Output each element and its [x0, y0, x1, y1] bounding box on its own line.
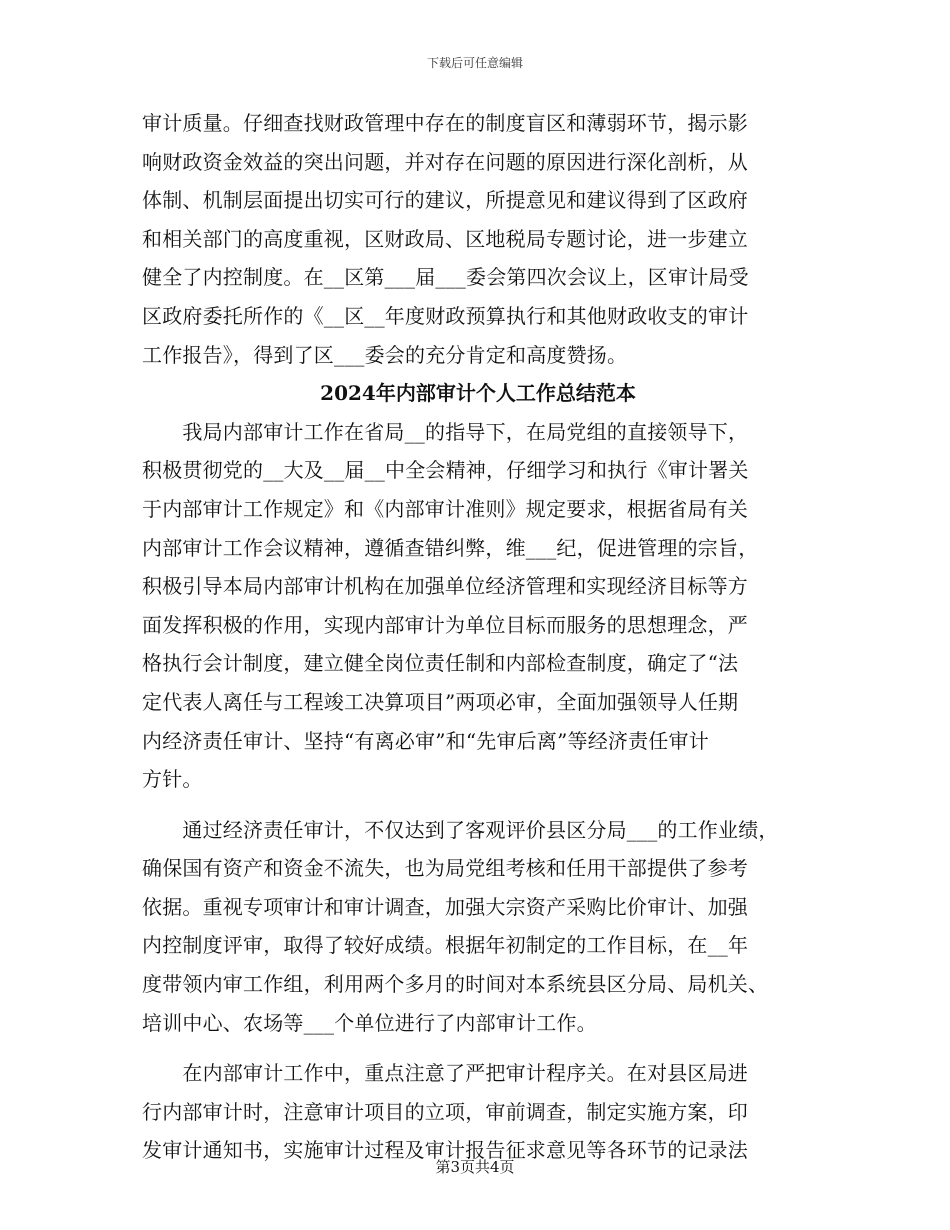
text-line: 响财政资金效益的突出问题，并对存在问题的原因进行深化剖析，从 — [142, 149, 748, 174]
paragraph-3 — [142, 1054, 814, 1170]
document-title: 2024年内部审计个人工作总结范本 — [320, 381, 636, 406]
text-line: 于内部审计工作规定》和《内部审计准则》规定要求，根据省局有关 — [142, 496, 748, 521]
text-line: 内控制度评审，取得了较好成绩。根据年初制定的工作目标，在__年 — [142, 933, 749, 958]
paragraph-gap — [142, 799, 814, 811]
text-line: 内部审计工作会议精神，遵循查错纠弊，维___纪，促进管理的宗旨， — [142, 535, 759, 560]
text-line: 体制、机制层面提出切实可行的建议，所提意见和建议得到了区政府 — [142, 188, 748, 213]
text-line: 依据。重视专项审计和审计调查，加强大宗资产采购比价审计、加强 — [142, 894, 748, 919]
text-line: 积极引导本局内部审计机构在加强单位经济管理和实现经济目标等方 — [142, 574, 748, 599]
text-line: 度带领内审工作组，利用两个多月的时间对本系统县区分局、局机关、 — [142, 972, 769, 997]
text-line: 审计质量。仔细查找财政管理中存在的制度盲区和薄弱环节，揭示影 — [142, 111, 748, 135]
text-line: 健全了内控制度。在__区第___届___委会第四次会议上，区审计局受 — [142, 265, 749, 290]
text-line: 定代表人离任与工程竣工决算项目”两项必审，全面加强领导人任期 — [142, 689, 739, 714]
text-line: 积极贯彻党的__大及__届__中全会精神，仔细学习和执行《审计署关 — [142, 458, 749, 483]
text-line: 面发挥积极的作用，实现内部审计为单位目标而服务的思想理念，严 — [142, 612, 748, 637]
document-body — [142, 104, 814, 1170]
text-line: 区政府委托所作的《__区__年度财政预算执行和其他财政收支的审计 — [142, 303, 749, 328]
paragraph-1 — [142, 413, 814, 799]
text-line: 和相关部门的高度重视，区财政局、区地税局专题讨论，进一步建立 — [142, 226, 748, 251]
text-line: 我局内部审计工作在省局__的指导下，在局党组的直接领导下， — [142, 419, 749, 444]
text-line: 格执行会计制度，建立健全岗位责任制和内部检查制度，确定了“法 — [142, 651, 739, 676]
paragraph-gap — [142, 1042, 814, 1054]
text-line: 确保国有资产和资金不流失，也为局党组考核和任用干部提供了参考 — [142, 856, 748, 881]
text-line: 内经济责任审计、坚持“有离必审”和“先审后离”等经济责任审计 — [142, 728, 709, 753]
page-footer: 第3页共4页 — [435, 1158, 515, 1176]
paragraph-2 — [142, 811, 814, 1043]
text-line: 在内部审计工作中，重点注意了严把审计程序关。在对县区局进 — [142, 1061, 748, 1086]
section-continued-text — [142, 104, 814, 374]
text-line: 行内部审计时，注意审计项目的立项，审前调查，制定实施方案，印 — [142, 1099, 748, 1124]
text-line: 发审计通知书，实施审计过程及审计报告征求意见等各环节的记录法 — [142, 1138, 748, 1163]
text-line: 方针。 — [142, 767, 203, 792]
page-header: 下载后可任意编辑 — [426, 56, 523, 70]
text-line: 培训中心、农场等___个单位进行了内部审计工作。 — [142, 1010, 597, 1035]
text-line: 工作报告》，得到了区___委会的充分肯定和高度赞扬。 — [142, 342, 628, 367]
text-line: 通过经济责任审计，不仅达到了客观评价县区分局___的工作业绩， — [142, 817, 779, 842]
